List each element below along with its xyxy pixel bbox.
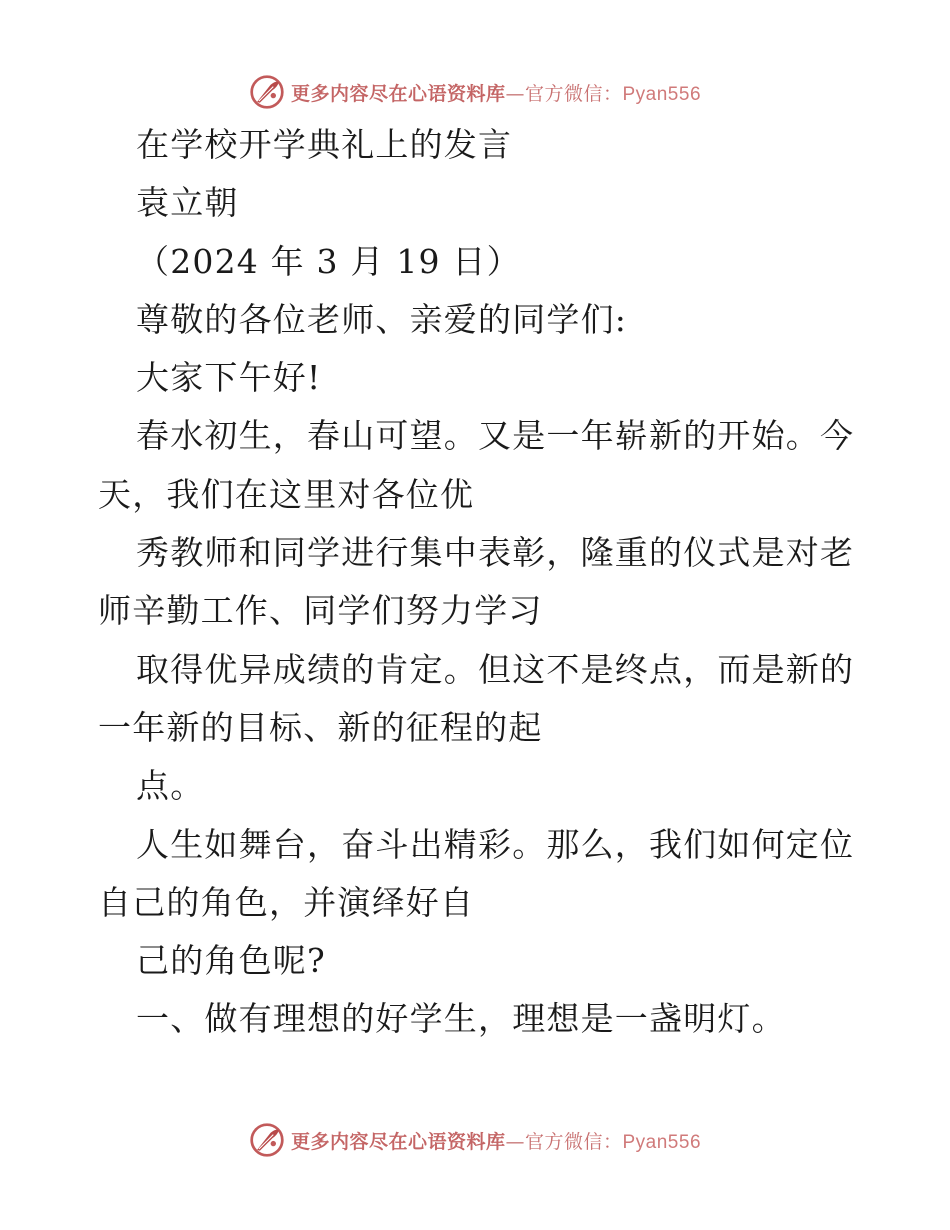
doc-date: （2024 年 3 月 19 日） [136,241,521,281]
doc-salutation: 尊敬的各位老师、亲爱的同学们: [136,299,628,339]
quill-logo-icon [249,1122,285,1158]
doc-line: 人生如舞台，奋斗出精彩。那么，我们如何定位 [136,824,855,864]
watermark-main: 更多内容尽在心语资料库 [290,82,506,105]
watermark-group [249,1122,701,1158]
quill-logo-icon [249,74,285,110]
watermark-id: Pyan556 [622,1131,702,1153]
watermark-text [291,1127,701,1154]
document-body [98,116,858,1049]
watermark-group [249,74,701,110]
doc-line: 点。 [136,766,205,806]
watermark-main: 更多内容尽在心语资料库 [290,1130,506,1153]
watermark-text [291,79,701,106]
doc-author: 袁立朝 [136,183,239,223]
watermark-id: Pyan556 [622,83,702,105]
doc-line: 天，我们在这里对各位优 [98,474,475,514]
doc-line: 己的角色呢? [136,941,326,981]
doc-title: 在学校开学典礼上的发言 [136,125,513,164]
watermark-dash: — [505,82,525,105]
watermark-dash: — [505,1130,525,1153]
doc-greeting: 大家下午好! [136,358,322,398]
doc-line: 师辛勤工作、同学们努力学习 [98,591,543,631]
doc-line: 自己的角色，并演绎好自 [98,882,475,922]
footer-watermark [0,1118,950,1162]
doc-line: 春水初生，春山可望。又是一年崭新的开始。今 [136,416,855,456]
header-watermark [0,70,950,114]
watermark-sub: 官方微信： [524,82,623,105]
doc-line: 一年新的目标、新的征程的起 [98,707,543,747]
doc-line: 秀教师和同学进行集中表彰，隆重的仪式是对老 [136,533,855,573]
doc-line: 取得优异成绩的肯定。但这不是终点，而是新的 [136,649,855,689]
watermark-sub: 官方微信： [524,1130,623,1153]
doc-heading-1: 一、做有理想的好学生，理想是一盏明灯。 [136,999,786,1039]
